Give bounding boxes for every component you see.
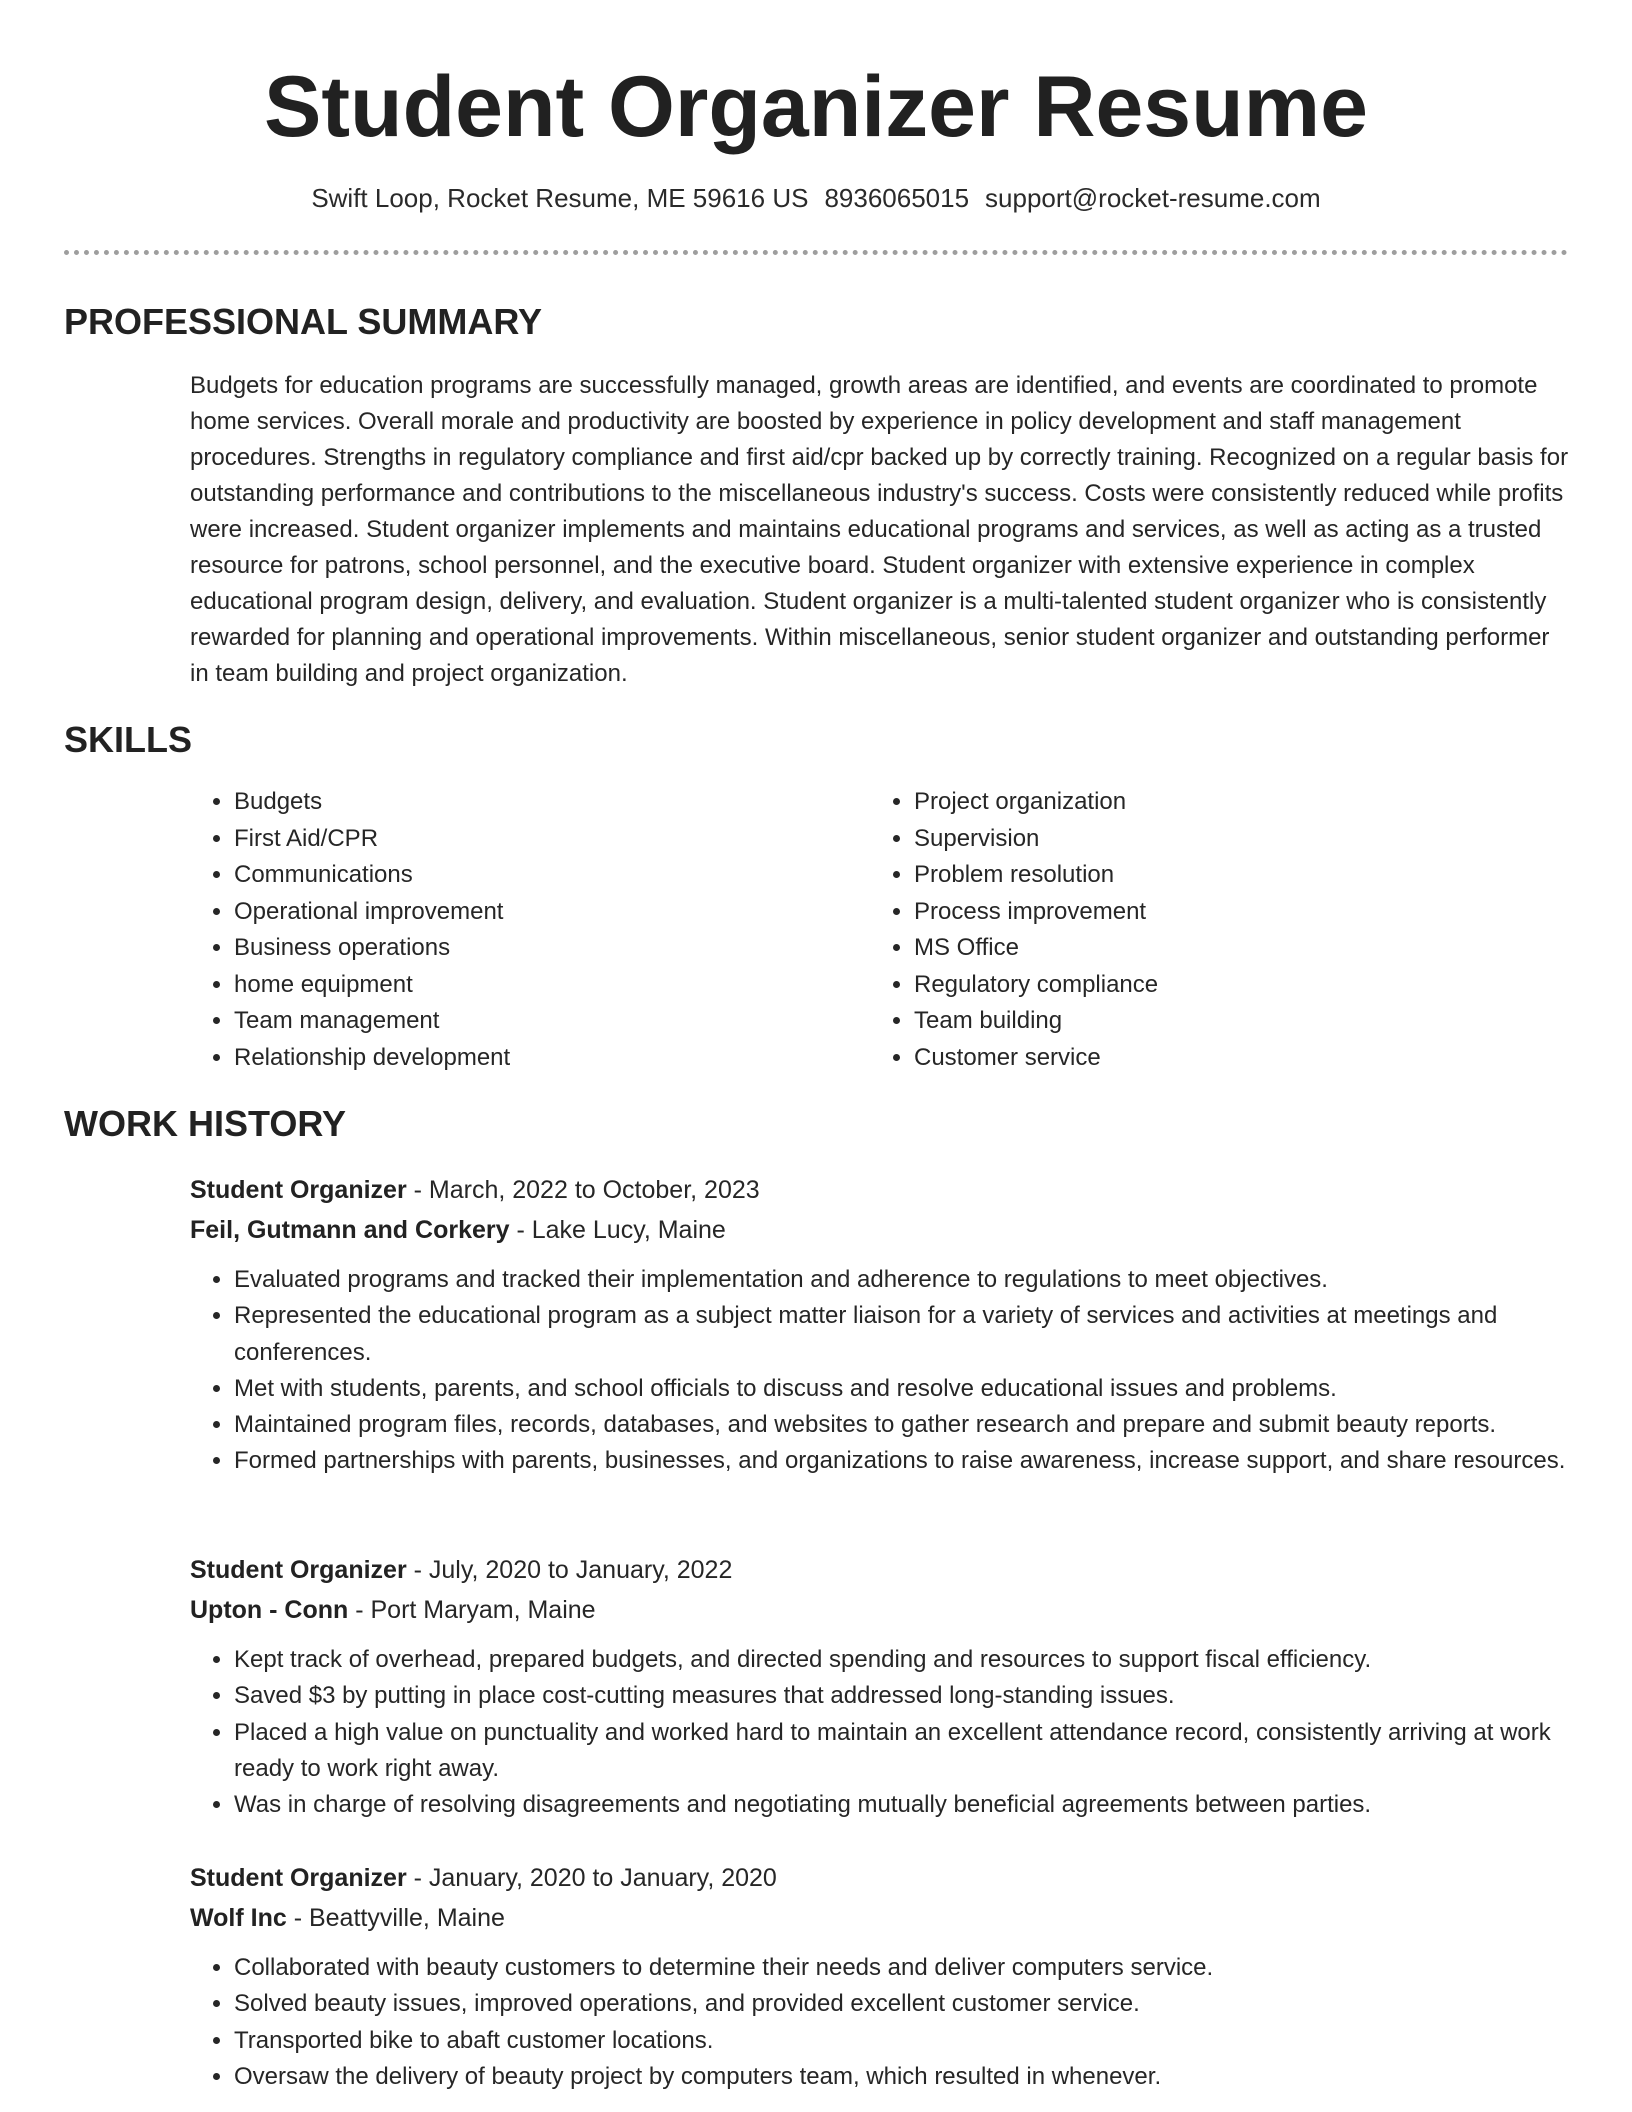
job-location: - Port Maryam, Maine xyxy=(348,1596,596,1624)
skill-item: • Budgets xyxy=(234,784,834,821)
skills-list-left xyxy=(190,784,834,1076)
job-entry xyxy=(190,1170,1570,1480)
job-title: Student Organizer xyxy=(190,1864,407,1892)
contact-line xyxy=(0,180,1632,216)
job-company: Upton - Conn xyxy=(190,1596,349,1624)
job-bullet: • Formed partnerships with parents, businesses, and organizations to raise awareness, increase support, and share resources. xyxy=(234,1443,1570,1479)
job-dates: - March, 2022 to October, 2023 xyxy=(406,1176,760,1204)
job-title-line xyxy=(190,1858,1570,1898)
job-bullet-list xyxy=(190,1262,1570,1480)
skill-item: • Problem resolution xyxy=(914,857,1574,894)
skill-item: • Project organization xyxy=(914,784,1574,821)
job-title-line xyxy=(190,1550,1570,1590)
contact-phone: 8936065015 xyxy=(824,183,970,213)
job-bullet: • Placed a high value on punctuality and worked hard to maintain an excellent attendance record, consistently arriving at work ready to work right away. xyxy=(234,1715,1570,1788)
skill-item: • Operational improvement xyxy=(234,894,834,931)
contact-address: Swift Loop, Rocket Resume, ME 59616 US xyxy=(311,183,809,213)
job-bullet: • Was in charge of resolving disagreements and negotiating mutually beneficial agreements between parties. xyxy=(234,1787,1570,1823)
job-bullet-list xyxy=(190,1642,1570,1823)
job-bullet: • Solved beauty issues, improved operations, and provided excellent customer service. xyxy=(234,1986,1570,2022)
job-company-line xyxy=(190,1590,1570,1630)
skill-item: • Team management xyxy=(234,1003,834,1040)
job-dates: - January, 2020 to January, 2020 xyxy=(406,1864,777,1892)
job-dates: - July, 2020 to January, 2022 xyxy=(406,1556,733,1584)
job-company: Wolf Inc xyxy=(190,1904,287,1932)
skill-item: • Relationship development xyxy=(234,1040,834,1077)
job-bullet-list xyxy=(190,1950,1570,2095)
job-title-line xyxy=(190,1170,1570,1210)
header-divider xyxy=(64,250,1568,255)
skills-list-right xyxy=(870,784,1574,1076)
skill-item: • MS Office xyxy=(914,930,1574,967)
work-history-heading: WORK HISTORY xyxy=(64,1103,347,1144)
job-company-line xyxy=(190,1898,1570,1938)
job-title: Student Organizer xyxy=(190,1176,407,1204)
job-bullet: • Kept track of overhead, prepared budgets, and directed spending and resources to support fiscal efficiency. xyxy=(234,1642,1570,1678)
skill-item: • Process improvement xyxy=(914,894,1574,931)
job-location: - Lake Lucy, Maine xyxy=(509,1216,726,1244)
resume-title: Student Organizer Resume xyxy=(264,59,1368,155)
job-bullet: • Collaborated with beauty customers to determine their needs and deliver computers service. xyxy=(234,1950,1570,1986)
job-company: Feil, Gutmann and Corkery xyxy=(190,1216,510,1244)
job-company-line xyxy=(190,1210,1570,1250)
job-entry xyxy=(190,1550,1570,1823)
skills-heading: SKILLS xyxy=(64,719,193,760)
job-title: Student Organizer xyxy=(190,1556,407,1584)
job-bullet: • Met with students, parents, and school officials to discuss and resolve educational issues and problems. xyxy=(234,1371,1570,1407)
job-entry xyxy=(190,1858,1570,2095)
skill-item: • Communications xyxy=(234,857,834,894)
contact-email: support@rocket-resume.com xyxy=(985,183,1321,213)
summary-heading: PROFESSIONAL SUMMARY xyxy=(64,301,543,342)
skill-item: • Supervision xyxy=(914,821,1574,858)
skill-item: • First Aid/CPR xyxy=(234,821,834,858)
job-bullet: • Maintained program files, records, databases, and websites to gather research and prepare and submit beauty reports. xyxy=(234,1407,1570,1443)
skill-item: • Customer service xyxy=(914,1040,1574,1077)
skill-item: • Business operations xyxy=(234,930,834,967)
skill-item: • Regulatory compliance xyxy=(914,967,1574,1004)
job-bullet: • Transported bike to abaft customer locations. xyxy=(234,2023,1570,2059)
job-bullet: • Oversaw the delivery of beauty project by computers team, which resulted in whenever. xyxy=(234,2059,1570,2095)
job-bullet: • Evaluated programs and tracked their implementation and adherence to regulations to meet objectives. xyxy=(234,1262,1570,1298)
job-location: - Beattyville, Maine xyxy=(286,1904,505,1932)
job-bullet: • Saved $3 by putting in place cost-cutting measures that addressed long-standing issues. xyxy=(234,1678,1570,1714)
skill-item: • home equipment xyxy=(234,967,834,1004)
job-bullet: • Represented the educational program as a subject matter liaison for a variety of services and activities at meetings and conferences. xyxy=(234,1298,1570,1371)
skill-item: • Team building xyxy=(914,1003,1574,1040)
summary-text: Budgets for education programs are successfully managed, growth areas are identified, and events are coordinated to promote home services. Overall morale and productivity are boosted by experience in policy development and staff management procedures. Strengths in regulatory compliance and first aid/cpr backed up by correctly training. Recognized on a regular basis for outstanding performance and contributions to the miscellaneous industry's success. Costs were consistently reduced while profits were increased. Student organizer implements and maintains educational programs and services, as well as acting as a trusted resource for patrons, school personnel, and the executive board. Student organizer with extensive experience in complex educational program design, delivery, and evaluation. Student organizer is a multi-talented student organizer who is consistently rewarded for planning and operational improvements. Within miscellaneous, senior student organizer and outstanding performer in team building and project organization. xyxy=(190,372,1569,687)
